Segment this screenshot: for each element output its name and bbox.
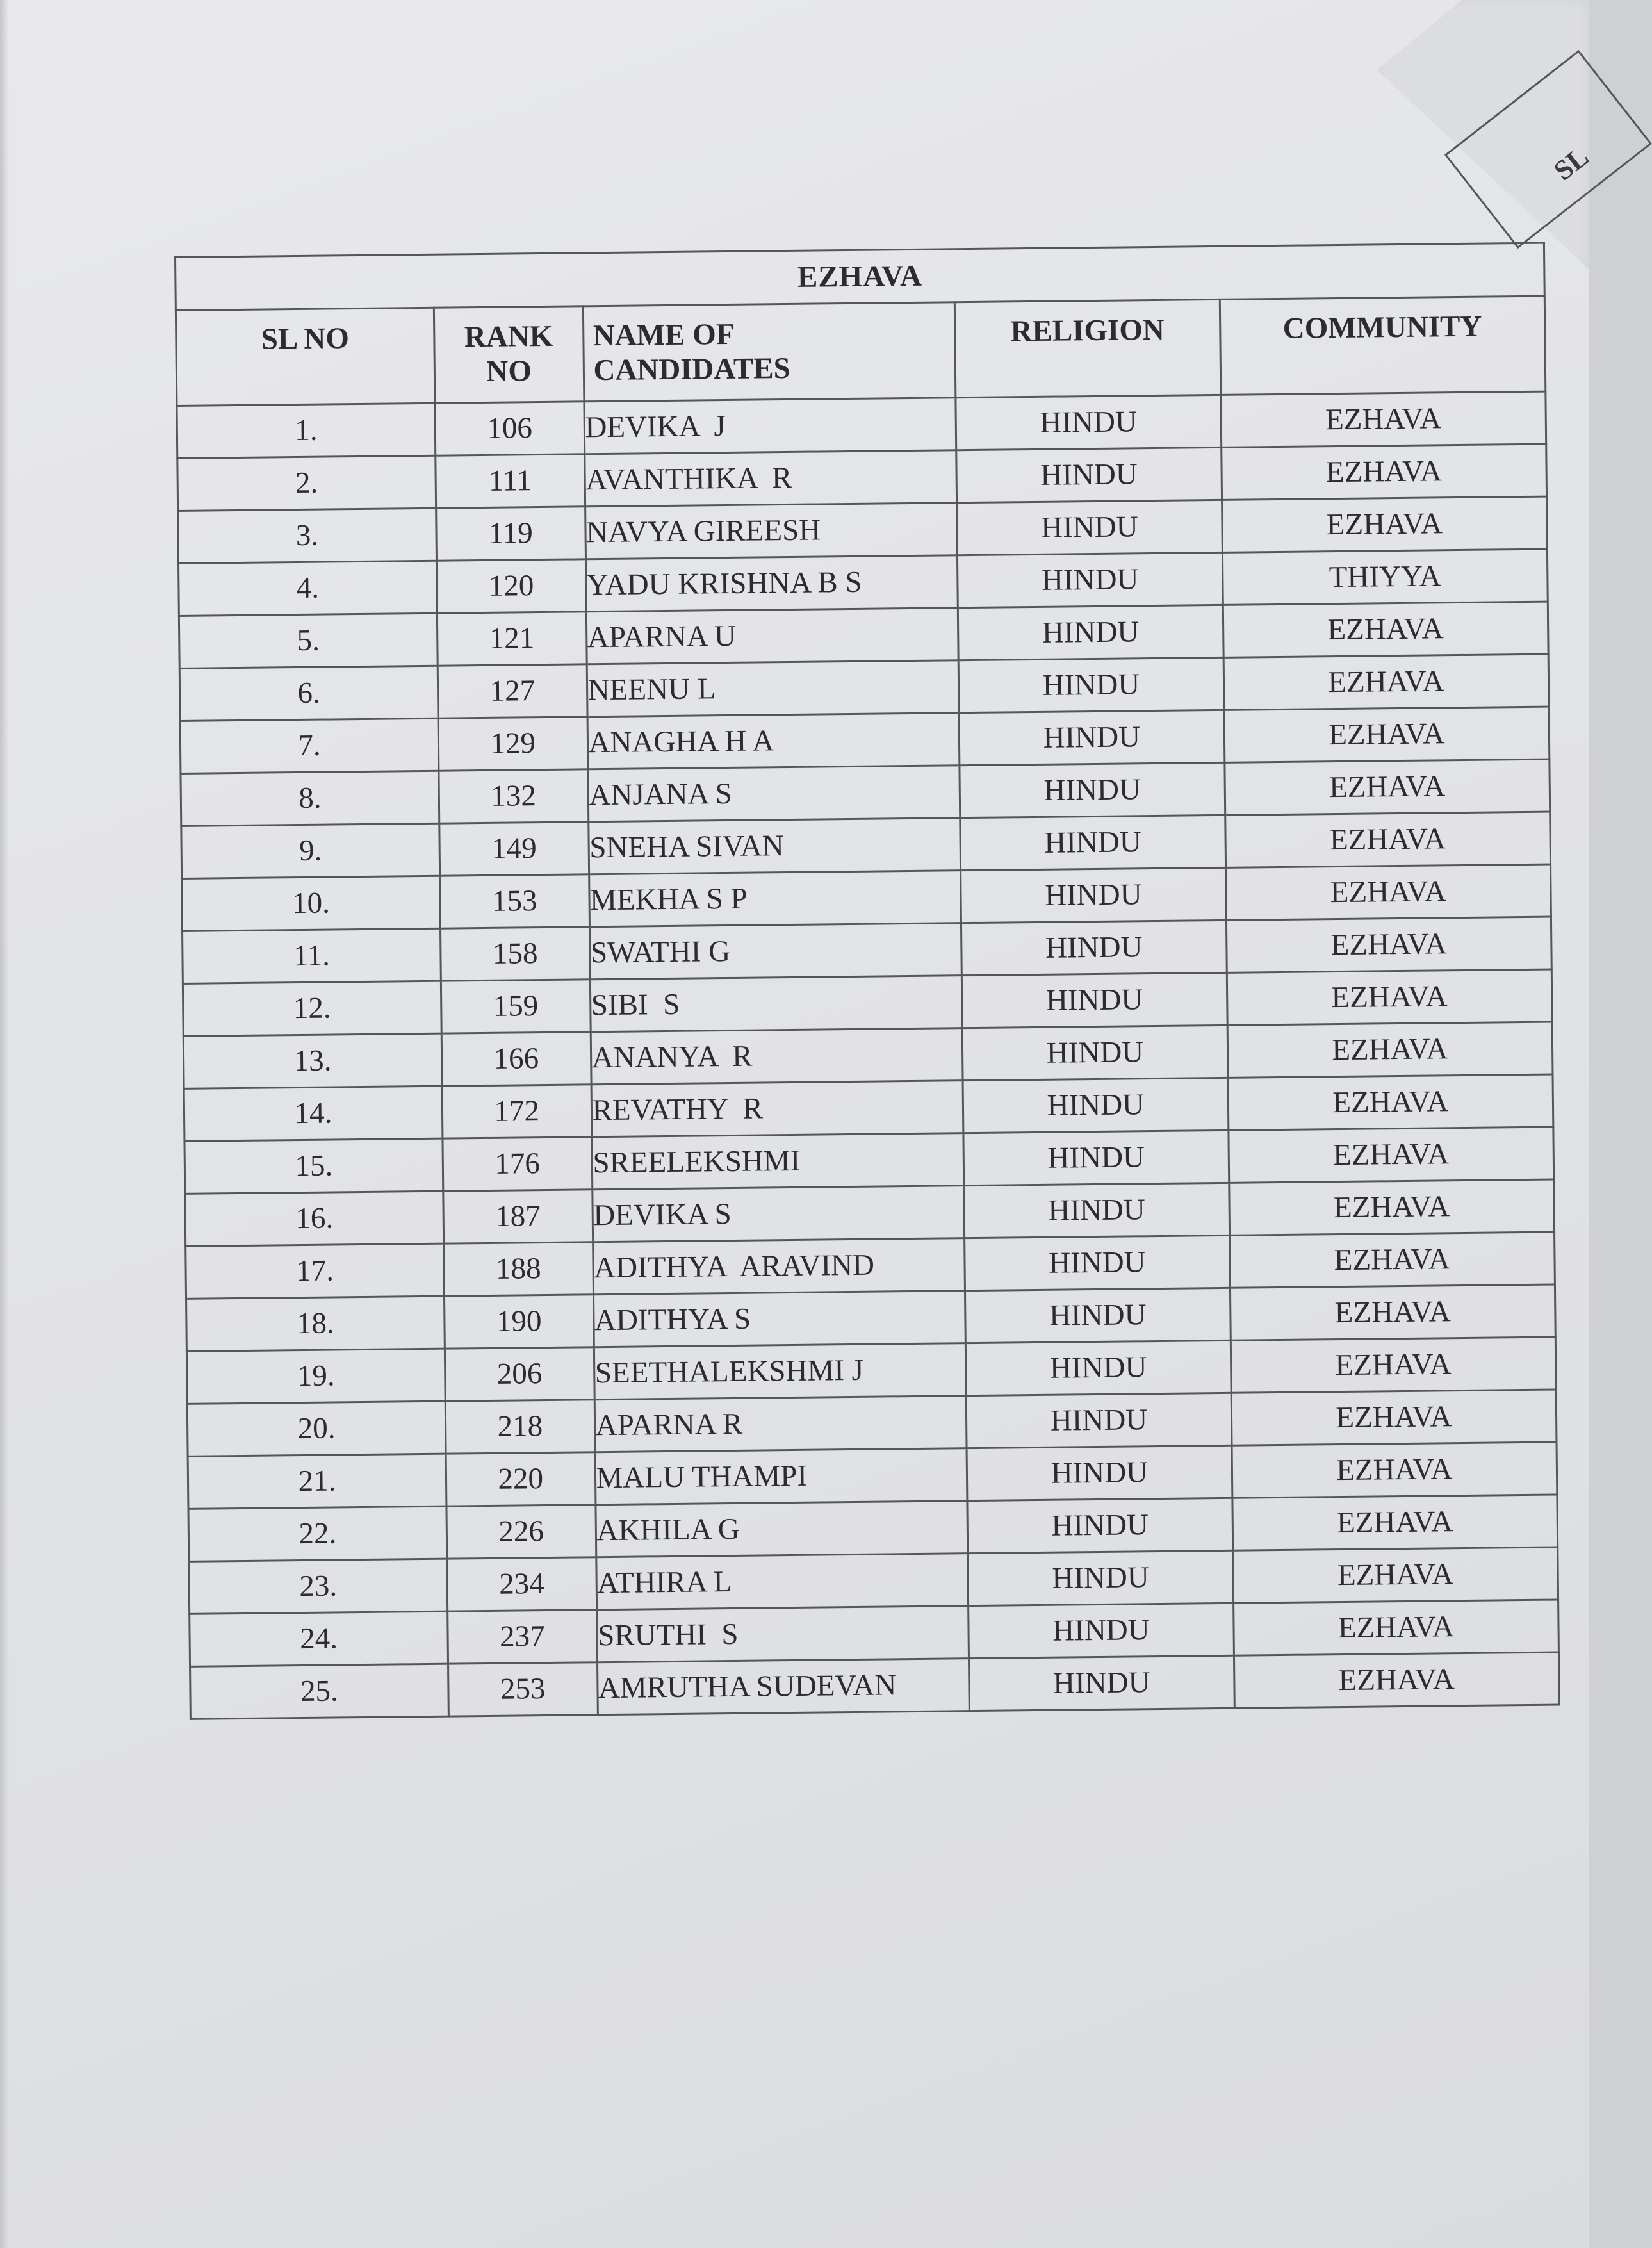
rank-no-cell: 226 — [446, 1505, 596, 1559]
sl-no-cell: 15. — [184, 1138, 443, 1194]
sl-no-cell: 8. — [181, 771, 439, 826]
sl-no-cell: 24. — [190, 1611, 448, 1666]
rank-no-cell: 172 — [442, 1085, 592, 1138]
candidate-name-cell: ATHIRA L — [596, 1554, 968, 1610]
community-cell: EZHAVA — [1228, 1074, 1553, 1130]
header-rank-no — [434, 306, 584, 403]
religion-cell: HINDU — [963, 1078, 1228, 1133]
candidate-name-cell: MEKHA S P — [589, 871, 961, 927]
candidate-name-cell: SIBI S — [590, 976, 962, 1032]
sl-no-cell: 10. — [182, 876, 441, 931]
community-cell: EZHAVA — [1234, 1652, 1559, 1708]
sl-no-cell: 20. — [187, 1401, 446, 1456]
community-cell: EZHAVA — [1231, 1390, 1557, 1445]
header-sl-no: SL NO — [176, 308, 434, 406]
religion-cell: HINDU — [965, 1288, 1231, 1343]
candidate-name-cell: DEVIKA S — [592, 1186, 964, 1242]
candidate-name-cell: APARNA U — [586, 608, 958, 664]
table-title: EZHAVA — [176, 243, 1545, 310]
sl-no-cell: 14. — [184, 1086, 443, 1141]
rank-no-cell: 119 — [436, 507, 586, 561]
community-cell: EZHAVA — [1232, 1547, 1558, 1603]
community-cell: EZHAVA — [1225, 812, 1550, 867]
rank-no-cell: 129 — [438, 717, 588, 771]
rank-no-cell: 106 — [435, 402, 585, 455]
religion-cell: HINDU — [956, 447, 1222, 502]
community-cell: EZHAVA — [1230, 1284, 1555, 1340]
candidate-name-cell: ADITHYA ARAVIND — [593, 1238, 965, 1295]
rank-no-cell: 176 — [443, 1137, 593, 1191]
candidate-name-cell: ADITHYA S — [593, 1291, 965, 1347]
sl-no-cell: 23. — [189, 1559, 448, 1614]
candidate-name-cell: SEETHALEKSHMI J — [594, 1343, 966, 1400]
religion-cell: HINDU — [968, 1550, 1233, 1605]
sl-no-cell: 17. — [186, 1243, 445, 1299]
religion-cell: HINDU — [961, 867, 1226, 923]
sl-no-cell: 1. — [177, 403, 436, 458]
rank-no-cell: 166 — [441, 1032, 591, 1086]
header-rank-line2: NO — [486, 354, 532, 388]
candidate-name-cell: APARNA R — [594, 1396, 967, 1452]
sl-no-cell: 25. — [190, 1664, 449, 1719]
candidate-name-cell: ANJANA S — [587, 766, 960, 822]
community-cell: EZHAVA — [1227, 1022, 1553, 1078]
rank-no-cell: 149 — [439, 822, 589, 876]
header-name-of-candidates — [583, 302, 956, 402]
header-rank-line1: RANK — [464, 319, 553, 354]
rank-no-cell: 127 — [438, 664, 587, 718]
rank-no-cell: 237 — [448, 1610, 598, 1664]
sl-no-cell: 7. — [180, 718, 439, 773]
community-cell: EZHAVA — [1221, 444, 1546, 500]
rank-no-cell: 132 — [439, 769, 589, 823]
candidate-name-cell: NAVYA GIREESH — [585, 503, 957, 559]
sl-no-cell: 4. — [179, 561, 438, 616]
community-cell: EZHAVA — [1225, 864, 1551, 920]
community-cell: EZHAVA — [1223, 654, 1549, 710]
sl-no-cell: 13. — [183, 1033, 442, 1088]
candidate-name-cell: DEVIKA J — [584, 398, 956, 454]
religion-cell: HINDU — [966, 1393, 1231, 1448]
community-cell: EZHAVA — [1223, 602, 1548, 657]
rank-no-cell: 159 — [441, 980, 591, 1033]
community-cell: EZHAVA — [1220, 391, 1546, 447]
religion-cell: HINDU — [957, 500, 1222, 555]
header-religion: RELIGION — [955, 299, 1221, 397]
community-cell: EZHAVA — [1231, 1337, 1556, 1393]
rank-no-cell: 190 — [444, 1295, 594, 1349]
candidate-name-cell: AKHILA G — [596, 1501, 968, 1557]
rank-no-cell: 206 — [445, 1347, 594, 1401]
rank-no-cell: 111 — [436, 454, 585, 508]
candidate-name-cell: AVANTHIKA R — [584, 450, 956, 507]
rank-no-cell: 218 — [445, 1400, 595, 1454]
sl-no-cell: 6. — [179, 666, 438, 721]
candidate-name-cell: NEENU L — [587, 660, 959, 717]
candidate-name-cell: SNEHA SIVAN — [588, 818, 960, 874]
candidate-name-cell: MALU THAMPI — [595, 1448, 967, 1505]
religion-cell: HINDU — [960, 762, 1225, 817]
community-cell: EZHAVA — [1222, 496, 1547, 552]
religion-cell: HINDU — [964, 1183, 1229, 1238]
underlying-page-label: SL — [1548, 140, 1595, 187]
community-cell: EZHAVA — [1228, 1127, 1553, 1183]
candidate-name-cell: AMRUTHA SUDEVAN — [597, 1659, 969, 1715]
community-cell: THIYYA — [1222, 549, 1548, 605]
religion-cell: HINDU — [963, 1130, 1229, 1185]
religion-cell: HINDU — [962, 972, 1227, 1028]
candidate-name-cell: ANANYA R — [591, 1028, 963, 1085]
rank-no-cell: 220 — [446, 1452, 596, 1506]
rank-no-cell: 121 — [437, 612, 587, 666]
rank-no-cell: 234 — [447, 1557, 597, 1611]
header-name-line1: NAME OF — [593, 317, 735, 353]
religion-cell: HINDU — [956, 395, 1221, 450]
candidate-name-cell: REVATHY R — [591, 1081, 963, 1137]
rank-no-cell: 253 — [448, 1662, 598, 1716]
religion-cell: HINDU — [969, 1655, 1234, 1711]
candidate-name-cell: SRUTHI S — [596, 1606, 969, 1662]
candidate-name-cell: SREELEKSHMI — [592, 1133, 964, 1190]
rank-no-cell: 188 — [444, 1242, 594, 1296]
candidates-table — [174, 242, 1560, 1720]
community-cell: EZHAVA — [1233, 1600, 1558, 1655]
community-cell: EZHAVA — [1227, 969, 1552, 1025]
sl-no-cell: 12. — [183, 981, 441, 1036]
sl-no-cell: 22. — [188, 1506, 447, 1561]
sl-no-cell: 19. — [186, 1349, 445, 1404]
religion-cell: HINDU — [969, 1603, 1234, 1658]
header-name-line2: CANDIDATES — [593, 351, 791, 388]
sl-no-cell: 16. — [185, 1191, 444, 1246]
religion-cell: HINDU — [965, 1235, 1230, 1290]
religion-cell: HINDU — [958, 552, 1223, 607]
page-edge-shadow — [0, 0, 9, 2248]
rank-no-cell: 153 — [440, 874, 590, 928]
religion-cell: HINDU — [962, 1025, 1227, 1080]
community-cell: EZHAVA — [1232, 1495, 1557, 1550]
religion-cell: HINDU — [960, 815, 1225, 870]
candidate-name-cell: ANAGHA H A — [587, 713, 960, 769]
religion-cell: HINDU — [967, 1445, 1232, 1500]
religion-cell: HINDU — [958, 657, 1223, 712]
table-body — [177, 391, 1559, 1719]
candidate-name-cell: YADU KRISHNA B S — [585, 555, 958, 612]
sl-no-cell: 3. — [178, 508, 437, 563]
sl-no-cell: 21. — [188, 1454, 446, 1509]
rank-no-cell: 187 — [443, 1190, 593, 1243]
religion-cell: HINDU — [967, 1498, 1232, 1553]
candidate-name-cell: SWATHI G — [589, 923, 961, 980]
sl-no-cell: 11. — [183, 928, 441, 983]
religion-cell: HINDU — [959, 710, 1224, 765]
sl-no-cell: 2. — [177, 455, 436, 511]
sl-no-cell: 5. — [179, 613, 438, 668]
community-cell: EZHAVA — [1229, 1232, 1555, 1288]
header-community: COMMUNITY — [1220, 296, 1546, 395]
sl-no-cell: 18. — [186, 1296, 445, 1351]
rank-no-cell: 120 — [436, 559, 586, 613]
community-cell: EZHAVA — [1226, 917, 1551, 972]
table-header-row — [176, 296, 1545, 406]
religion-cell: HINDU — [966, 1340, 1231, 1395]
religion-cell: HINDU — [958, 605, 1223, 660]
community-cell: EZHAVA — [1229, 1179, 1554, 1235]
community-cell: EZHAVA — [1224, 707, 1550, 762]
community-cell: EZHAVA — [1232, 1442, 1557, 1498]
sl-no-cell: 9. — [181, 823, 440, 878]
community-cell: EZHAVA — [1224, 759, 1550, 815]
religion-cell: HINDU — [961, 920, 1227, 975]
rank-no-cell: 158 — [440, 927, 590, 981]
